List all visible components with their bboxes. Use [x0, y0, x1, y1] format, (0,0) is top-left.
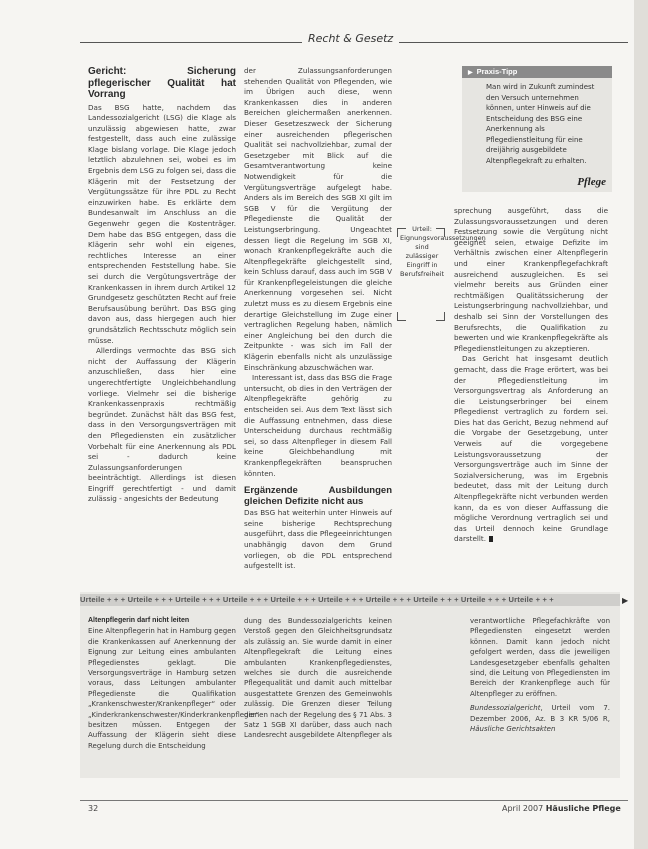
verdicts-banner: Urteile + + + Urteile + + + Urteile + + + Urteile + + + Urteile + + + Urteile + + + Urteile + + + Urteile + + + Urteile + + + Urteile + + + — [80, 594, 620, 606]
footer-rule — [80, 800, 628, 801]
article-paragraph: Allerdings vermochte das BSG sich nicht der Auffassung der Klägerin anzuschließen, dass hier eine ungerechtfertigte Ungleichbehandlung vorliege. Vielmehr sei die bisherige Krankenkassenpraxis rechtmäßig begründet. Zunächst hält das BSG fest, dass in den Versorgungsverträgen mit den Pflegediensten ein zusätzlicher Vorbehalt für eine Anerkennung als PDL sei - dadurch keine Zulassungsanforderungen beeinträchtigt. Allerdings ist diesen Eingriff gerechtfertigt - und damit zulässig - angesichts der Bedeutung — [88, 346, 236, 504]
triangle-right-icon: ▶ — [468, 70, 473, 76]
magazine-name: Häusliche Pflege — [545, 804, 621, 813]
pullquote: Urteil: Eignungsvoraussetzungen sind zulässiger Eingriff in Berufsfreiheit — [400, 225, 486, 278]
page-number: 32 — [88, 804, 99, 813]
pullquote-corner — [436, 312, 445, 321]
article-paragraph: Das BSG hatte, nachdem das Landessozialgericht (LSG) die Klage als unzulässig abgewiesen hatte, zwar festgestellt, dass auch eine zulässige Klage bislang vorlage. Die Klage jedoch letztlich abzulehnen sei, wobei es im Ergebnis dem LSG zu folgen sei, dass die Klägerin mit der Festsetzung der Vergütungssätze für ihre PDL zu Recht einzuwirken habe. Es erklärte dem Bundesanwalt im Anschluss an die Gegenwehr gegen die Kostenträger. Dem habe das BSG entgegen, dass die Klägerin sehr wohl ein eigenes, rechtliches Interesse an einer entsprechenden Feststellung habe. Sie sei durch die Vergütungsverträge der Krankenkassen in ihrem durch Artikel 12 Grundgesetz geschützten Recht auf freie Berufsausübung berührt. Das BSG ging davon aus, dass hiergegen auch hier grundsätzlich Rechtsschutz möglich sein müsse. — [88, 102, 237, 345]
verdict-ref-label: Bundessozialgericht — [470, 704, 541, 713]
article-paragraph: Interessant ist, dass das BSG die Frage untersucht, ob dies in den Verträgen der Altenpflegekräfte gehörig zu entscheiden sei. Aus dem Text lässt sich die Auffassung entnehmen, dass diese Unterscheidung durchaus rechtmäßig sei, so dass Altenpfleger in diesem Fall keine Gleichbehandlung mit Krankenpflegekräften beanspruchen könnten. — [244, 373, 392, 478]
article-paragraph: der Zulassungsanforderungen stehenden Qualität von Pflegenden, wie im Übrigen auch diese, wenn Krankenkassen dies in anderen Bereichen gleichermaßen anerkennen. Dieser Gesetzeszweck der Sicherung einer ausreichenden pflegerischen Qualität sei nachvollziehbar, zumal der Gesetzgeber mit Blick auf die Gesamtverantwortung keine Notwendigkeit für die Vergütungsverträge aufgelegt habe. Anders als im Bereich des SGB XI gilt im SGB V für die Vergütung der Pflegedienste die Qualität der Leistungserbringung. Ungeachtet dessen liegt die Regelung im SGB XI, wonach Krankenpflegekräfte auch die Altenpflegekräfte gleichgestellt sind, kein Schluss darauf, dass auch im SGB V für Krankenpflegeleistungen die gleiche Anerkennung vorgesehen sei. Nicht zuletzt muss es zu diesem Ergebnis eine derartige Gleichstellung im Zuge einer vertraglichen Regelung haben, nämlich einer Angleichung bei den durch die Zeitpunkte - was sich im Fall der Klägerin ebenfalls nicht als unzulässige Einschränkung abzuschwächen war. — [244, 66, 392, 372]
verdict-heading: Altenpflegerin darf nicht leiten — [88, 617, 190, 624]
footer-issue — [502, 804, 621, 813]
verdict-text: verantwortliche Pflegefachkräfte von Pflegediensten eingesetzt werden können. Damit kann jedoch nicht gefolgert werden, dass die jeweiligen Landesgesetzgeber ebenfalls gehalten sind, die Leitung von Pflegediensten im Bereich der Krankenpflege auch für Altenpfleger zu eröffnen. — [470, 617, 610, 698]
article-column-2 — [244, 66, 392, 572]
verdict-reference: Bundessozialgericht, Urteil vom 7. Dezember 2006, Az. B 3 KR 5/06 R, Häusliche Gerichtsakten — [470, 704, 610, 734]
verdict-text: Eine Altenpflegerin hat in Hamburg gegen die Krankenkassen auf Anerkennung der Eignung zur Leitung eines ambulanten Pflegedienstes geklagt. Die Versorgungsverträge in Hamburg setzen voraus, dass Leitungen ambulanter Pflegedienste die Qualifikation „Krankenschwester/Krankenpfleger“ oder „Kinderkrankenschwester/Kinderkrankenpfleger“ besitzen müssen. Entgegen der Auffassung der Klägerin sieht diese Regelung durch die Entscheidung — [88, 627, 260, 750]
triangle-right-icon: ▶ — [622, 596, 629, 605]
magazine-logo: Pflege — [577, 176, 606, 188]
verdicts-column-2 — [244, 616, 392, 741]
practice-tip-text: Man wird in Zukunft zumindest den Versuch unternehmen können, unter Hinweis auf die Entscheidung des BSG eine Anerkennung als Pflegedienstleitung für eine dreijährig ausgebildete Altenpflegekraft zu erhalten. — [486, 83, 595, 165]
verdict-text: dung des Bundessozialgerichts keinen Verstoß gegen den Gleichheitsgrundsatz als zulässig an. Sie wurde damit in einer Altenpflegekraft die Leitung eines ambulanten Krankenpflegedienstes, welches sie durch die ausreichende Pflegequalität und damit auch mittelbar ausgestattete Grenzen des Gemeinwohls zulässig. Die Grenzen dieser Teilung dienen nach der Regelung des § 71 Abs. 3 Satz 1 SGB XI darüber, dass auch nach Landesrecht ausgebildete Altenpfleger als — [244, 617, 392, 740]
article-paragraph: Das BSG hat weiterhin unter Hinweis auf seine bisherige Rechtsprechung ausgeführt, dass die Pflegeeinrichtungen unabhängig davon dem Grund vorliegen, ob die PDL entsprechend aufgestellt ist. — [244, 508, 392, 571]
article-title: Gericht: Sicherung pflegerischer Qualität hat Vorrang — [88, 66, 236, 100]
article-subheading: Ergänzende Ausbildungen gleichen Defizite nicht aus — [244, 485, 392, 508]
article-paragraph — [454, 354, 608, 545]
issue-date: April 2007 — [502, 804, 544, 813]
verdict-ref-source: Häusliche Gerichtsakten — [470, 725, 556, 734]
practice-tip-header — [462, 66, 612, 78]
article-column-3 — [454, 206, 608, 545]
verdicts-column-3 — [470, 616, 610, 734]
section-title: Recht & Gesetz — [302, 32, 399, 45]
practice-tip-box — [462, 66, 612, 192]
verdicts-column-1 — [88, 616, 260, 751]
article-paragraph-text: Das Gericht hat insgesamt deutlich gemacht, dass die Frage erörtert, was bei der Pflegedienstleitung im Versorgungsvertrag als Anforderung an die Leistungserbringer bei einem Pflegedienst vertraglich zu fordern sei. Dies hat das Gericht, Bezug nehmend auf die Vorgabe der Gesetzgebung, unter Verweis auf die vorgegebene Leistungsvoraussetzung der Versorgungsverträge auch im Sinne der Sozialversicherung, was im Ergebnis bedeutet, dass mit der Leitung durch Altenpflegekräfte nicht verbunden werden kann, da es von dieser Auffassung die mögliche Verordnung vertraglich sei und das Urteil dennoch keine Grundlage darstellt. — [454, 354, 608, 544]
page-edge — [634, 0, 648, 849]
pullquote-corner — [397, 312, 406, 321]
article-paragraph: sprechung ausgeführt, dass die Zulassungsvoraussetzungen und deren Festsetzung sowie die Vergütung nicht geeignet seien, etwaige Defizite im Verhältnis zwischen einer Altenpflegerin und einer Krankenpflegefachkraft ausreichend auszugleichen. Es sei vielmehr bereits aus Gründen einer rechtmäßigen Qualitätssicherung der Leistungserbringung nachvollziehbar, und deshalb sei Sinn der Vorstellungen des Berufsrechts, die Qualifikation zu bewerten und wie Krankenpflegekräfte als Pflegedienstleitungen zu akzeptieren. — [454, 206, 608, 353]
article-column-1 — [88, 66, 236, 505]
practice-tip-label: Praxis-Tipp — [476, 67, 518, 76]
verdict-ref-text: Urteil vom 7. Dezember 2006, Az. B 3 KR 5/06 R — [470, 704, 610, 723]
end-mark — [489, 536, 493, 542]
